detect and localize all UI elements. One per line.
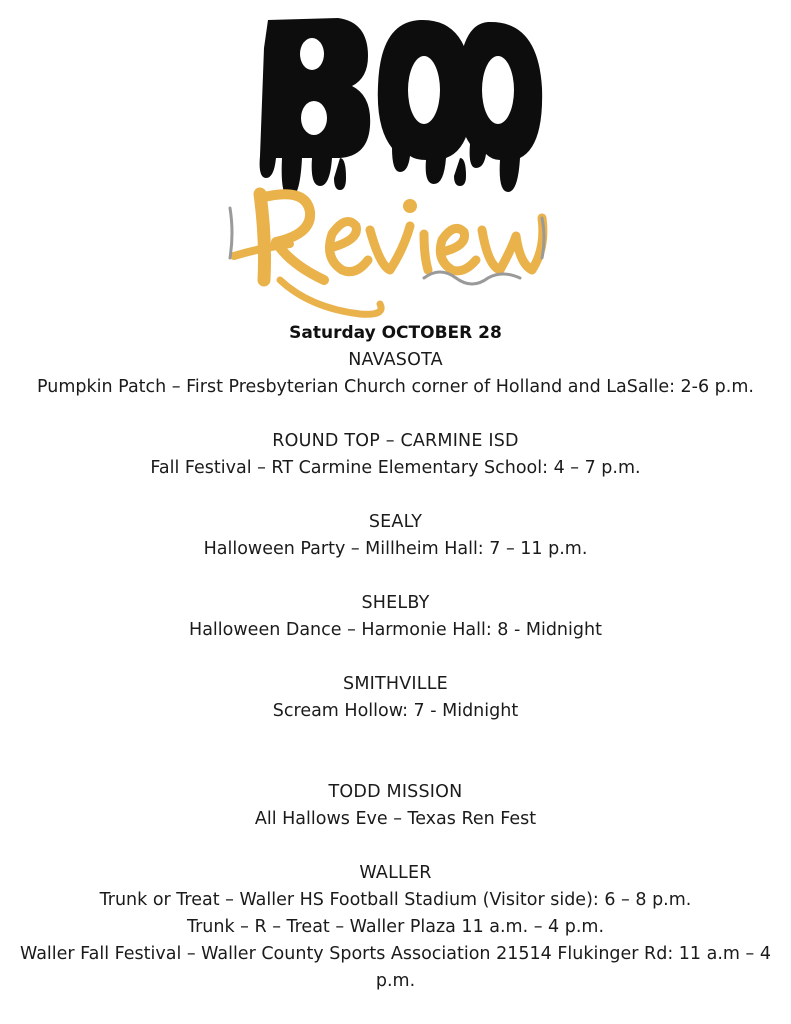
town-heading: SMITHVILLE [343, 674, 448, 694]
event-line: All Hallows Eve – Texas Ren Fest [254, 809, 537, 829]
boo-review-logo [220, 8, 560, 328]
event-line: Scream Hollow: 7 - Midnight [272, 701, 519, 721]
review-lettering [234, 194, 543, 314]
town-heading: SEALY [368, 512, 423, 532]
event-line: Fall Festival – RT Carmine Elementary School: 4 – 7 p.m. [150, 458, 641, 478]
event-line: Trunk – R – Treat – Waller Plaza 11 a.m. – 4 p.m. [186, 917, 605, 937]
town-heading: NAVASOTA [348, 350, 443, 370]
town-heading: WALLER [359, 863, 432, 883]
review-dots [403, 199, 417, 213]
section-spacer [0, 644, 791, 671]
event-line: Waller Fall Festival – Waller County Sports Association 21514 Flukinger Rd: 11 a.m – 4 p.m. [20, 944, 771, 991]
town-heading: TODD MISSION [328, 782, 463, 802]
town-heading: ROUND TOP – CARMINE ISD [272, 431, 519, 451]
section-spacer [0, 833, 791, 860]
section-spacer [0, 401, 791, 428]
event-line: Halloween Party – Millheim Hall: 7 – 11 p.m. [203, 539, 588, 559]
section-spacer [0, 563, 791, 590]
event-line: Trunk or Treat – Waller HS Football Stadium (Visitor side): 6 – 8 p.m. [99, 890, 692, 910]
event-line: Pumpkin Patch – First Presbyterian Church corner of Holland and LaSalle: 2-6 p.m. [37, 377, 754, 397]
town-heading: SHELBY [361, 593, 430, 613]
section-spacer [0, 482, 791, 509]
boo-review-logo-art [220, 8, 560, 328]
event-listing [0, 320, 791, 995]
section-spacer [0, 725, 791, 779]
date-heading: Saturday OCTOBER 28 [289, 323, 502, 343]
event-line: Halloween Dance – Harmonie Hall: 8 - Midnight [189, 620, 602, 640]
